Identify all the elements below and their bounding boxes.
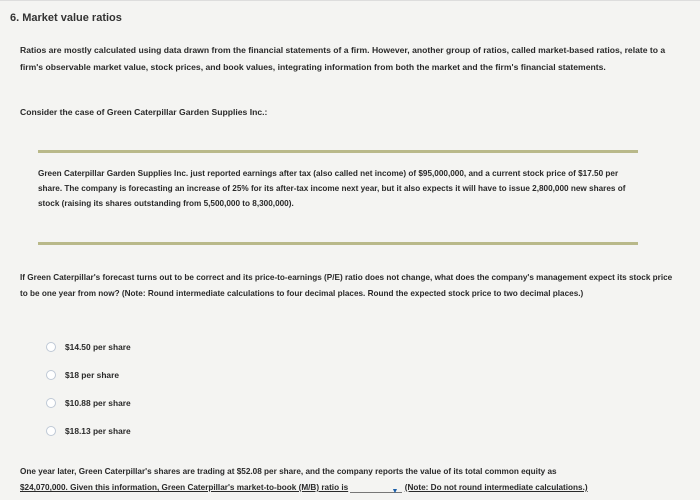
radio-button[interactable] [46, 342, 56, 352]
followup-text-1: One year later, Green Caterpillar's shares are trading at $52.08 per share, and the company reports the value of its total common equity as [20, 467, 557, 476]
option-label: $18.13 per share [65, 426, 131, 436]
question-body: If Green Caterpillar's forecast turns out to be correct and its price-to-earnings (P/E) ratio does not change, what does the company's management expect its stock price to be one year from now? [20, 273, 673, 298]
followup-text-2: $24,070,000. Given this information, Green Caterpillar's market-to-book (M/B) ratio is [20, 483, 349, 492]
option-2[interactable] [46, 368, 119, 382]
followup-paragraph [20, 464, 680, 496]
case-top-divider [38, 150, 638, 153]
followup-note: (Note: Do not round intermediate calculations.) [404, 483, 588, 492]
case-description: Green Caterpillar Garden Supplies Inc. just reported earnings after tax (also called net income) of $95,000,000, and a current stock price of $17.50 per share. The company is forecasting an increase of 25% for its after-tax income next year, but it also expects it will have to issue 2,800,000 new shares of stock (raising its shares outstanding from 5,500,000 to 8,300,000). [38, 169, 626, 208]
question-note-label: (Note: [121, 288, 146, 298]
option-4[interactable] [46, 424, 131, 438]
option-3[interactable] [46, 396, 131, 410]
radio-button[interactable] [46, 370, 56, 380]
radio-button[interactable] [46, 426, 56, 436]
radio-button[interactable] [46, 398, 56, 408]
option-1[interactable] [46, 340, 131, 354]
option-label: $18 per share [65, 370, 120, 380]
consider-text: Consider the case of Green Caterpillar Garden Supplies Inc.: [20, 107, 268, 117]
section-title: 6. Market value ratios [10, 12, 122, 24]
mb-ratio-dropdown[interactable] [350, 482, 402, 496]
option-label: $14.50 per share [65, 342, 131, 352]
question-note-text: Round intermediate calculations to four decimal places. Round the expected stock price to two decimal places.) [147, 288, 584, 298]
intro-paragraph: Ratios are mostly calculated using data drawn from the financial statements of a firm. However, another group of ratios, called market-based ratios, relate to a firm's observable market value, stock prices, and book values, integrating information from both the market and the firm's financial statements. [20, 45, 666, 72]
option-label: $10.88 per share [65, 398, 131, 408]
top-divider [0, 0, 700, 1]
chevron-down-icon: ▼ [391, 488, 399, 496]
case-bottom-divider [38, 242, 638, 245]
question-text [20, 270, 680, 301]
